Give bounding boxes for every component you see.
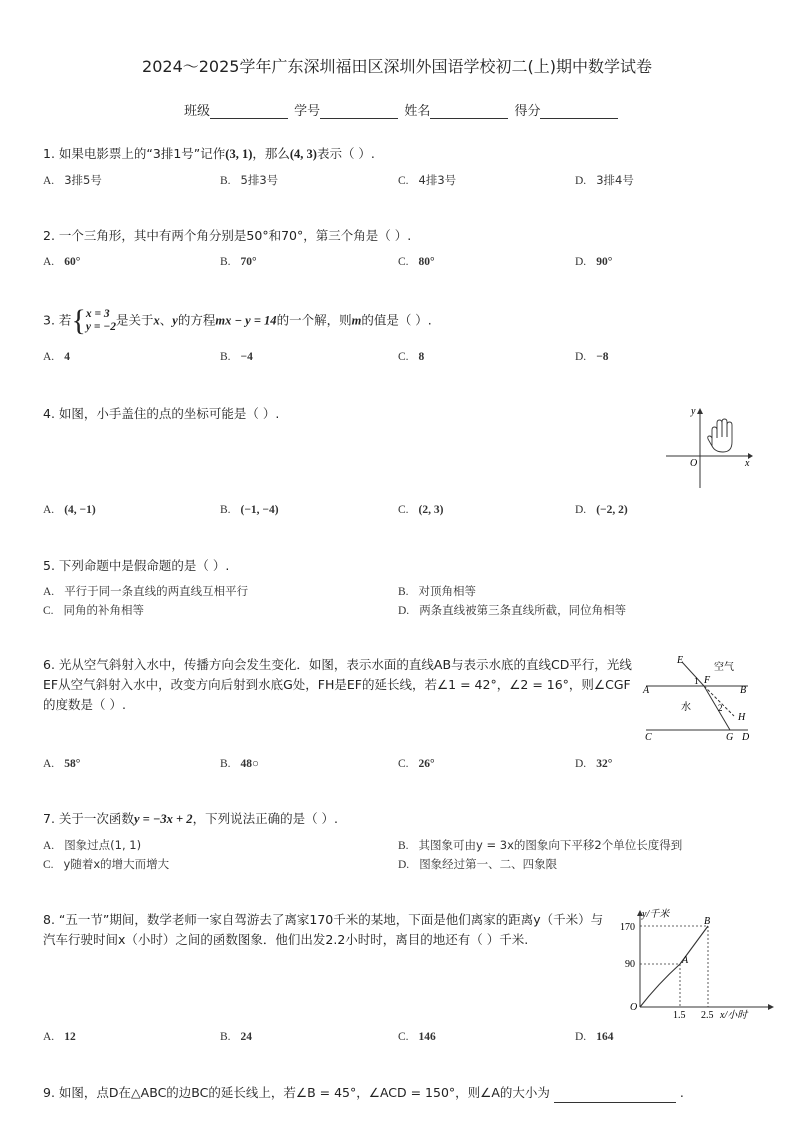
- option-letter: C.: [398, 175, 409, 187]
- q8-option-a[interactable]: [43, 1029, 76, 1043]
- q1-option-b[interactable]: [220, 172, 278, 188]
- q4-option-a[interactable]: [43, 502, 96, 516]
- question-number: 2.: [43, 228, 55, 243]
- option-letter: C.: [398, 1031, 409, 1043]
- q1-option-c[interactable]: [398, 172, 456, 188]
- q7-option-c[interactable]: [43, 856, 169, 872]
- page-title: 2024～2025学年广东深圳福田区深圳外国语学校初二(上)期中数学试卷: [142, 57, 652, 76]
- question-text: 是关于: [115, 312, 154, 328]
- origin-label: O: [630, 1002, 638, 1013]
- option-letter: C.: [43, 605, 54, 617]
- option-letter: B.: [398, 586, 409, 598]
- question-text: 一个三角形，其中有两个角分别是50°和70°，第三个角是（ ）.: [58, 228, 412, 243]
- q6-option-c[interactable]: [398, 756, 435, 770]
- label-g: G: [726, 732, 734, 743]
- tick-2-5: 2.5: [701, 1010, 714, 1020]
- option-letter: A.: [43, 351, 55, 363]
- q7-option-d[interactable]: [398, 856, 557, 872]
- question-text: 下列命题中是假命题的是（ ）.: [58, 558, 230, 573]
- math-var: y: [172, 313, 178, 328]
- y-axis-label: y/千米: [642, 909, 670, 920]
- q6-option-a[interactable]: [43, 756, 80, 770]
- option-text: 80°: [418, 256, 435, 268]
- option-text: 48○: [240, 758, 259, 770]
- option-letter: A.: [43, 256, 55, 268]
- option-text: 164: [596, 1031, 614, 1043]
- q1-option-a[interactable]: [43, 172, 102, 188]
- option-text: 26°: [418, 758, 435, 770]
- option-text: 58°: [64, 758, 81, 770]
- name-label: 姓名: [404, 104, 431, 119]
- option-text: 同角的补角相等: [63, 603, 145, 617]
- question-text: 如图，点D在△ABC的边BC的延长线上，若∠B = 45°，∠ACD = 150°，则∠A的大小为: [58, 1085, 550, 1100]
- option-text: 图象经过第一、二、四象限: [419, 857, 558, 871]
- q8-option-d[interactable]: [575, 1029, 613, 1043]
- option-text: 其图象可由y = 3x的图象向下平移2个单位长度得到: [418, 838, 683, 852]
- question-line: [43, 655, 633, 675]
- q8-option-c[interactable]: [398, 1029, 436, 1043]
- option-letter: C.: [398, 504, 409, 516]
- option-text: 12: [64, 1031, 76, 1043]
- x-axis-label: x/小时: [720, 1010, 748, 1020]
- q5-option-b[interactable]: [398, 583, 476, 599]
- option-text: (4, −1): [64, 504, 96, 516]
- option-text: 32°: [596, 758, 613, 770]
- label-d: D: [742, 732, 750, 743]
- tick-170: 170: [620, 922, 635, 933]
- question-line: EF从空气斜射入水中，改变方向后射到水底G处，FH是EF的延长线，若∠1 = 42°，∠2 = 16°，则∠CGF: [43, 677, 631, 692]
- option-letter: A.: [43, 1031, 55, 1043]
- option-letter: C.: [398, 256, 409, 268]
- question-text: 光从空气斜射入水中，传播方向会发生变化．如图，表示水面的直线AB与表示水底的直线CD平行，光线: [58, 657, 632, 672]
- option-text: 146: [418, 1031, 436, 1043]
- option-letter: D.: [575, 351, 587, 363]
- option-text: 3排4号: [596, 173, 634, 187]
- option-text: 60°: [64, 256, 81, 268]
- q6-option-d[interactable]: [575, 756, 612, 770]
- option-letter: B.: [220, 1031, 231, 1043]
- option-letter: B.: [220, 758, 231, 770]
- question-number: 6.: [43, 657, 55, 672]
- q4-coordinate-figure: [660, 400, 756, 492]
- math-expr: (4, 3): [289, 147, 317, 161]
- q3-option-d[interactable]: [575, 349, 609, 363]
- question-text: 表示（ ）.: [316, 146, 375, 161]
- q5-option-a[interactable]: [43, 583, 248, 599]
- q2-option-d[interactable]: [575, 254, 612, 268]
- q4-option-d[interactable]: [575, 502, 628, 516]
- question-text: 的一个解，则: [276, 312, 352, 328]
- option-text: (2, 3): [418, 504, 444, 516]
- question-5: [43, 556, 229, 576]
- question-text: ，那么: [252, 146, 290, 161]
- tick-1-5: 1.5: [673, 1010, 686, 1020]
- label-e: E: [677, 655, 684, 666]
- q5-option-d[interactable]: [398, 602, 626, 618]
- option-letter: A.: [43, 175, 55, 187]
- question-number: 7.: [43, 811, 55, 826]
- option-text: −8: [596, 351, 609, 363]
- label-b: B: [740, 685, 747, 696]
- option-text: (−2, 2): [596, 504, 628, 516]
- origin-label: O: [690, 458, 698, 469]
- question-3: [43, 306, 432, 336]
- point-b-label: B: [704, 916, 711, 927]
- option-letter: B.: [220, 256, 231, 268]
- option-letter: C.: [398, 351, 409, 363]
- q7-option-a[interactable]: [43, 837, 141, 853]
- option-text: 4排3号: [418, 173, 457, 187]
- student-id-label: 学号: [294, 104, 321, 119]
- option-text: 平行于同一条直线的两直线互相平行: [64, 584, 249, 598]
- question-text: 若: [58, 312, 72, 328]
- option-letter: C.: [398, 758, 409, 770]
- q3-option-a[interactable]: [43, 349, 70, 363]
- question-7: [43, 809, 338, 829]
- q2-option-c[interactable]: [398, 254, 435, 268]
- option-text: −4: [240, 351, 253, 363]
- math-var: x: [153, 313, 160, 328]
- q6-refraction-figure: [640, 654, 752, 744]
- q3-option-c[interactable]: [398, 349, 424, 363]
- option-letter: B.: [220, 504, 231, 516]
- q1-option-d[interactable]: [575, 172, 634, 188]
- q8-function-graph: [618, 904, 782, 1020]
- option-letter: B.: [220, 175, 231, 187]
- option-letter: D.: [575, 504, 587, 516]
- math-var: m: [351, 313, 362, 328]
- option-letter: A.: [43, 504, 55, 516]
- question-number: 8.: [43, 912, 55, 927]
- question-number: 3.: [43, 312, 55, 328]
- label-air: 空气: [714, 662, 734, 673]
- segment-oa: [640, 964, 680, 1007]
- question-text: 的方程: [177, 312, 216, 328]
- q4-option-c[interactable]: [398, 502, 443, 516]
- tick-90: 90: [625, 959, 635, 970]
- label-water: 水: [681, 702, 691, 713]
- class-blank[interactable]: [210, 104, 288, 119]
- q5-option-c[interactable]: [43, 602, 144, 618]
- q3-option-b[interactable]: [220, 349, 253, 363]
- option-letter: C.: [43, 859, 54, 871]
- equation-system: [86, 308, 116, 334]
- q2-option-b[interactable]: [220, 254, 257, 268]
- option-letter: D.: [575, 1031, 587, 1043]
- question-9: [43, 1083, 684, 1103]
- x-axis-label: x: [745, 458, 750, 469]
- question-line: 的度数是（ ）.: [43, 697, 126, 712]
- question-text: 、: [159, 312, 173, 328]
- question-text: 如图，小手盖住的点的坐标可能是（ ）.: [58, 406, 280, 421]
- question-text: ，下列说法正确的是（ ）.: [192, 811, 339, 826]
- hand-icon: [708, 419, 732, 452]
- option-text: 对顶角相等: [418, 584, 477, 598]
- student-id-blank[interactable]: [320, 104, 398, 119]
- answer-blank[interactable]: [554, 1088, 676, 1103]
- score-label: 得分: [514, 104, 541, 119]
- x-axis-arrow: [768, 1004, 774, 1010]
- question-2: [43, 226, 411, 246]
- option-text: (−1, −4): [240, 504, 279, 516]
- option-letter: D.: [575, 256, 587, 268]
- student-info: [184, 100, 620, 119]
- option-text: 3排5号: [64, 173, 102, 187]
- option-letter: B.: [220, 351, 231, 363]
- question-number: 1.: [43, 146, 55, 161]
- angle-2-label: 2: [718, 703, 723, 713]
- option-text: 70°: [240, 256, 257, 268]
- option-text: 5排3号: [240, 173, 279, 187]
- question-number: 5.: [43, 558, 55, 573]
- question-line: [43, 910, 623, 930]
- option-text: 24: [240, 1031, 253, 1043]
- score-blank[interactable]: [540, 104, 618, 119]
- question-text: “五一节”期间，数学老师一家自驾游去了离家170千米的某地，下面是他们离家的距离y（千米）与: [58, 912, 604, 927]
- question-8: [43, 910, 623, 950]
- option-letter: D.: [398, 859, 410, 871]
- equation-line: x = 3: [85, 308, 110, 320]
- option-letter: D.: [398, 605, 410, 617]
- option-text: y随着x的增大而增大: [63, 857, 170, 871]
- q4-option-b[interactable]: [220, 502, 279, 516]
- math-expr: mx − y = 14: [215, 313, 277, 328]
- brace-glyph: {: [71, 304, 86, 337]
- math-expr: y = −3x + 2: [133, 812, 193, 826]
- angle-1-label: 1: [694, 676, 699, 686]
- point-a-label: A: [682, 955, 689, 966]
- question-text: 如果电影票上的“3排1号”记作: [58, 146, 226, 161]
- q7-option-b[interactable]: [398, 837, 682, 853]
- option-letter: A.: [43, 840, 55, 852]
- option-text: 8: [418, 351, 425, 363]
- option-letter: B.: [398, 840, 409, 852]
- class-label: 班级: [184, 104, 211, 119]
- question-4: [43, 404, 279, 424]
- question-6: [43, 655, 633, 715]
- question-number: 9.: [43, 1085, 55, 1100]
- name-blank[interactable]: [430, 104, 508, 119]
- q6-option-b[interactable]: [220, 756, 259, 770]
- question-1: [43, 144, 375, 164]
- question-text: 关于一次函数: [58, 811, 134, 826]
- q2-option-a[interactable]: [43, 254, 80, 268]
- option-letter: A.: [43, 586, 55, 598]
- option-text: 90°: [596, 256, 613, 268]
- question-text: 的值是（ ）.: [361, 312, 432, 328]
- question-text: .: [679, 1085, 684, 1100]
- option-letter: D.: [575, 175, 587, 187]
- option-text: 图象过点(1, 1): [64, 838, 142, 852]
- option-letter: A.: [43, 758, 55, 770]
- option-text: 两条直线被第三条直线所截，同位角相等: [419, 603, 627, 617]
- question-line: 汽车行驶时间x（小时）之间的函数图象．他们出发2.2小时时，离目的地还有（ ）千米.: [43, 932, 529, 947]
- option-letter: D.: [575, 758, 587, 770]
- question-number: 4.: [43, 406, 55, 421]
- equation-line: y = −2: [85, 321, 116, 333]
- math-expr: (3, 1): [225, 147, 253, 161]
- label-f: F: [704, 675, 711, 686]
- label-c: C: [645, 732, 652, 743]
- label-a: A: [643, 685, 650, 696]
- q8-option-b[interactable]: [220, 1029, 252, 1043]
- ray-ef: [682, 662, 704, 686]
- label-h: H: [738, 712, 746, 723]
- y-axis-label: y: [691, 406, 696, 417]
- option-text: 4: [64, 351, 70, 363]
- y-axis-arrow: [697, 408, 703, 414]
